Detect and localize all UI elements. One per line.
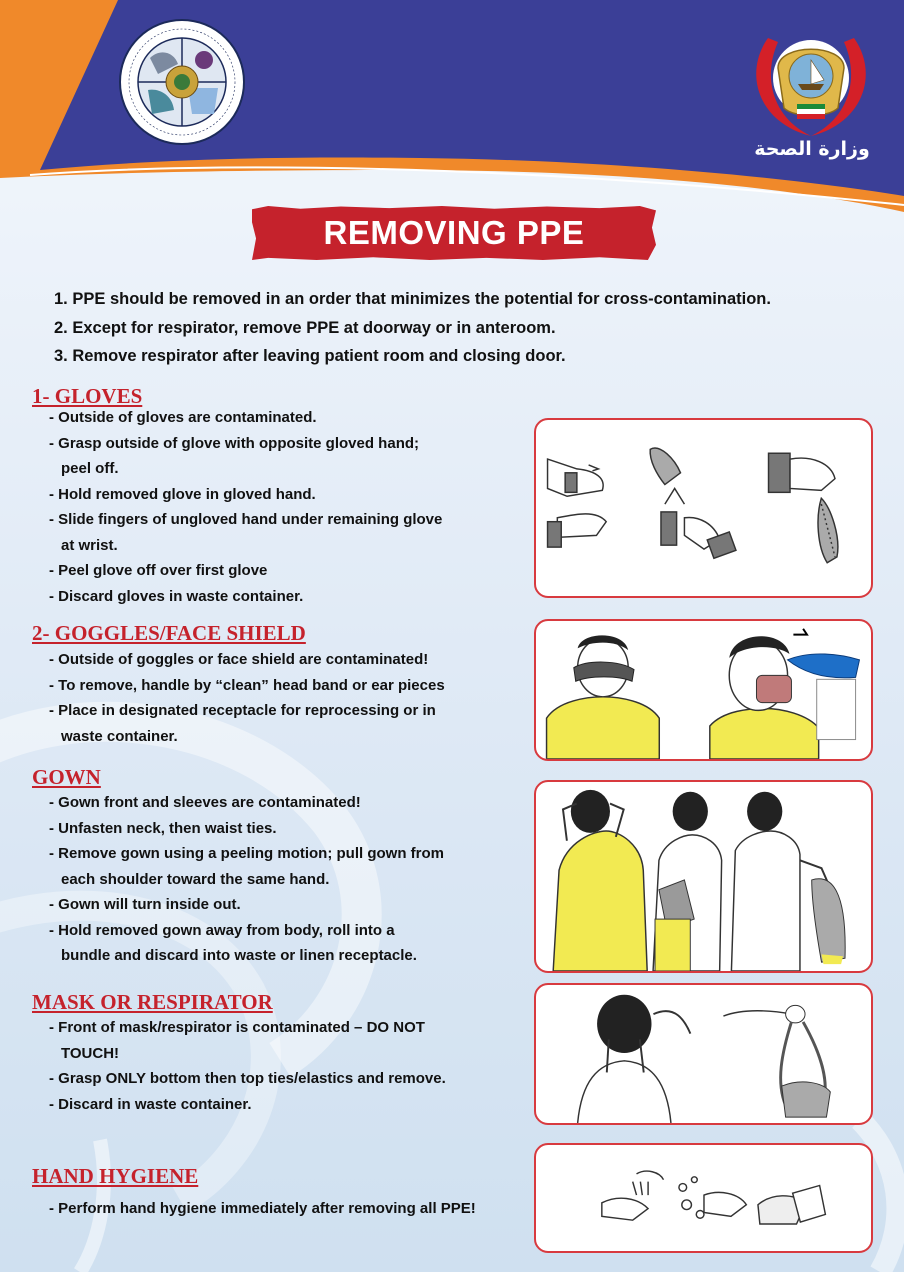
gown-section-title: GOWN: [32, 765, 101, 789]
mask-section-title: MASK OR RESPIRATOR: [32, 990, 273, 1014]
bullet-item: - Hold removed gown away from body, roll into a: [49, 921, 395, 939]
gown-bullets: [49, 790, 529, 969]
gloves-bullets: [49, 405, 529, 609]
bullet-continuation: at wrist.: [61, 536, 118, 554]
bullet-item: - Discard in waste container.: [49, 1095, 252, 1113]
bullet-continuation: bundle and discard into waste or linen receptacle.: [61, 947, 417, 964]
bullet-continuation: waste container.: [61, 727, 178, 745]
bullet-continuation: TOUCH!: [61, 1044, 120, 1062]
goggles-section-title: 2- GOGGLES/FACE SHIELD: [32, 621, 306, 645]
bullet-item: - Slide fingers of ungloved hand under remaining glove: [49, 511, 443, 528]
bullet-item: - Gown will turn inside out.: [49, 896, 241, 913]
bullet-item: [49, 456, 529, 482]
intro-item: 2. Except for respirator, remove PPE at doorway or in anteroom.: [54, 318, 556, 337]
bullet-continuation: peel off.: [61, 460, 119, 477]
hygiene-bullets: [49, 1196, 529, 1222]
bullet-item: - To remove, handle by “clean” head band or ear pieces: [49, 676, 445, 694]
bullet-item: - Place in designated receptacle for reprocessing or in: [49, 702, 436, 719]
hygiene-section-title: HAND HYGIENE: [32, 1164, 199, 1188]
bullet-item: - Outside of goggles or face shield are contaminated!: [49, 651, 429, 668]
bullet-continuation: each shoulder toward the same hand.: [61, 870, 330, 888]
page-title: REMOVING PPE: [323, 214, 585, 251]
bullet-item: - Hold removed glove in gloved hand.: [49, 485, 316, 503]
bullet-item: [49, 1041, 529, 1067]
ministry-emblem: [748, 18, 874, 144]
bullet-item: [49, 533, 529, 559]
goggles-illustration: [534, 619, 873, 761]
intro-item: 1. PPE should be removed in an order that minimizes the potential for cross-contamination.: [54, 290, 771, 308]
bullet-item: - Outside of gloves are contaminated.: [49, 409, 317, 426]
mask-illustration: [534, 983, 873, 1125]
ministry-name: وزارة الصحة: [754, 138, 870, 160]
bullet-item: - Perform hand hygiene immediately after removing all PPE!: [49, 1200, 476, 1217]
gloves-section-title: 1- GLOVES: [32, 384, 143, 408]
bullet-item: - Peel glove off over first glove: [49, 562, 268, 579]
bullet-item: - Grasp outside of glove with opposite gloved hand;: [49, 434, 420, 452]
bullet-item: - Gown front and sleeves are contaminated!: [49, 794, 361, 811]
bullet-item: - Remove gown using a peeling motion; pull gown from: [49, 845, 444, 862]
goggles-bullets: [49, 647, 529, 749]
bullet-item: - Front of mask/respirator is contaminated – DO NOT: [49, 1019, 425, 1036]
infection-control-logo: [118, 18, 246, 146]
bullet-item: - Discard gloves in waste container.: [49, 587, 304, 605]
gloves-illustration: [534, 418, 873, 598]
gown-illustration: [534, 780, 873, 973]
bullet-item: [49, 943, 529, 969]
bullet-item: [49, 867, 529, 893]
intro-list: [54, 285, 874, 371]
hygiene-illustration: [534, 1143, 873, 1253]
bullet-item: [49, 724, 529, 750]
intro-item: 3. Remove respirator after leaving patient room and closing door.: [54, 347, 566, 365]
bullet-item: - Grasp ONLY bottom then top ties/elastics and remove.: [49, 1070, 446, 1087]
mask-bullets: [49, 1015, 529, 1117]
bullet-item: - Unfasten neck, then waist ties.: [49, 819, 277, 837]
